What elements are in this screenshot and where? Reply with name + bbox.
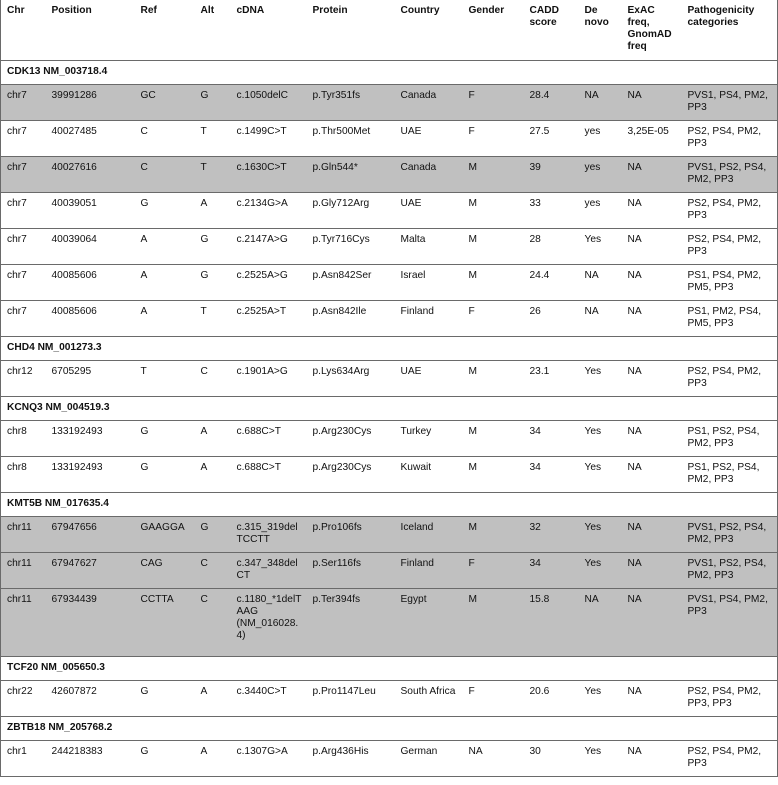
cell-country: Egypt [395,589,463,657]
cell-country: UAE [395,193,463,229]
cell-freq: NA [622,265,682,301]
cell-position: 40039064 [46,229,135,265]
cell-position: 133192493 [46,421,135,457]
table-row [1,553,778,589]
cell-de-novo: Yes [579,421,622,457]
header-alt: Alt [195,0,231,61]
cell-position: 67947627 [46,553,135,589]
header-cadd-score: CADD score [524,0,579,61]
cell-freq: NA [622,553,682,589]
cell-gender: F [463,85,524,121]
header-row [1,0,778,61]
cell-de-novo: NA [579,265,622,301]
gene-name: CDK13 NM_003718.4 [1,61,778,85]
cell-position: 39991286 [46,85,135,121]
table-row [1,229,778,265]
cell-de-novo: Yes [579,229,622,265]
cell-gender: F [463,681,524,717]
cell-gender: M [463,265,524,301]
cell-de-novo: yes [579,121,622,157]
cell-ref: GC [135,85,195,121]
cell-cdna: c.688C>T [231,457,307,493]
cell-pathogenicity: PVS1, PS2, PS4, PM2, PP3 [682,157,778,193]
cell-freq: NA [622,361,682,397]
cell-cdna: c.3440C>T [231,681,307,717]
cell-alt: C [195,553,231,589]
cell-position: 40027485 [46,121,135,157]
table-row [1,517,778,553]
cell-ref: T [135,361,195,397]
cell-cdna: c.2134G>A [231,193,307,229]
cell-de-novo: NA [579,589,622,657]
cell-alt: C [195,361,231,397]
cell-gender: M [463,457,524,493]
cell-pathogenicity: PS1, PM2, PS4, PM5, PP3 [682,301,778,337]
cell-country: UAE [395,121,463,157]
cell-ref: G [135,681,195,717]
cell-freq: NA [622,741,682,777]
cell-gender: M [463,193,524,229]
cell-alt: A [195,457,231,493]
cell-protein: p.Arg230Cys [307,457,395,493]
cell-ref: GAAGGA [135,517,195,553]
gene-section-row [1,397,778,421]
cell-gender: M [463,589,524,657]
cell-position: 244218383 [46,741,135,777]
cell-position: 40085606 [46,301,135,337]
cell-chr: chr11 [1,589,46,657]
cell-cdna: c.1180_*1delTAAG (NM_016028.4) [231,589,307,657]
table-row [1,265,778,301]
gene-name: KCNQ3 NM_004519.3 [1,397,778,421]
header-pathogenicity: Pathogenicity categories [682,0,778,61]
cell-freq: NA [622,193,682,229]
cell-ref: CCTTA [135,589,195,657]
cell-gender: M [463,361,524,397]
cell-alt: T [195,121,231,157]
cell-protein: p.Asn842Ile [307,301,395,337]
cell-de-novo: Yes [579,361,622,397]
cell-protein: p.Ter394fs [307,589,395,657]
cell-cadd-score: 34 [524,457,579,493]
header-position: Position [46,0,135,61]
cell-pathogenicity: PVS1, PS4, PM2, PP3 [682,589,778,657]
table-row [1,157,778,193]
cell-alt: G [195,517,231,553]
cell-ref: G [135,457,195,493]
cell-chr: chr7 [1,157,46,193]
header-gender: Gender [463,0,524,61]
cell-country: Canada [395,85,463,121]
header-cdna: cDNA [231,0,307,61]
cell-chr: chr11 [1,553,46,589]
cell-alt: A [195,193,231,229]
cell-protein: p.Tyr716Cys [307,229,395,265]
cell-pathogenicity: PS2, PS4, PM2, PP3 [682,361,778,397]
cell-pathogenicity: PS1, PS2, PS4, PM2, PP3 [682,421,778,457]
cell-alt: T [195,157,231,193]
cell-ref: G [135,421,195,457]
cell-chr: chr7 [1,301,46,337]
cell-position: 40085606 [46,265,135,301]
cell-cdna: c.315_319delTCCTT [231,517,307,553]
cell-chr: chr8 [1,421,46,457]
cell-cdna: c.1499C>T [231,121,307,157]
cell-cadd-score: 15.8 [524,589,579,657]
cell-alt: A [195,741,231,777]
cell-freq: NA [622,589,682,657]
cell-freq: NA [622,85,682,121]
table-row [1,121,778,157]
cell-cadd-score: 23.1 [524,361,579,397]
cell-cdna: c.347_348delCT [231,553,307,589]
cell-cadd-score: 33 [524,193,579,229]
cell-chr: chr7 [1,229,46,265]
cell-protein: p.Arg230Cys [307,421,395,457]
cell-freq: NA [622,457,682,493]
cell-country: Kuwait [395,457,463,493]
cell-position: 67934439 [46,589,135,657]
cell-country: UAE [395,361,463,397]
cell-alt: G [195,229,231,265]
cell-country: German [395,741,463,777]
gene-name: ZBTB18 NM_205768.2 [1,717,778,741]
cell-alt: A [195,421,231,457]
cell-position: 6705295 [46,361,135,397]
gene-section-row [1,61,778,85]
cell-pathogenicity: PS2, PS4, PM2, PP3 [682,121,778,157]
cell-protein: p.Arg436His [307,741,395,777]
cell-country: Turkey [395,421,463,457]
cell-alt: G [195,85,231,121]
cell-protein: p.Gln544* [307,157,395,193]
cell-cadd-score: 28 [524,229,579,265]
gene-section-row [1,717,778,741]
table-row [1,193,778,229]
cell-freq: NA [622,517,682,553]
cell-protein: p.Tyr351fs [307,85,395,121]
cell-cdna: c.1307G>A [231,741,307,777]
cell-chr: chr8 [1,457,46,493]
table-header [1,0,778,61]
cell-ref: C [135,121,195,157]
table-row [1,421,778,457]
cell-country: Malta [395,229,463,265]
cell-gender: M [463,229,524,265]
cell-pathogenicity: PVS1, PS2, PS4, PM2, PP3 [682,553,778,589]
cell-chr: chr1 [1,741,46,777]
cell-chr: chr11 [1,517,46,553]
cell-ref: C [135,157,195,193]
cell-de-novo: Yes [579,741,622,777]
cell-ref: A [135,265,195,301]
gene-section-row [1,337,778,361]
cell-country: Canada [395,157,463,193]
gene-name: CHD4 NM_001273.3 [1,337,778,361]
cell-cadd-score: 34 [524,553,579,589]
gene-section-row [1,657,778,681]
cell-cadd-score: 24.4 [524,265,579,301]
cell-ref: A [135,301,195,337]
cell-chr: chr7 [1,85,46,121]
cell-ref: G [135,193,195,229]
cell-cdna: c.2525A>G [231,265,307,301]
cell-de-novo: Yes [579,457,622,493]
table-row [1,361,778,397]
cell-chr: chr7 [1,121,46,157]
cell-cdna: c.2147A>G [231,229,307,265]
cell-ref: CAG [135,553,195,589]
cell-chr: chr7 [1,193,46,229]
cell-de-novo: NA [579,301,622,337]
cell-ref: G [135,741,195,777]
cell-protein: p.Gly712Arg [307,193,395,229]
cell-country: Israel [395,265,463,301]
cell-country: Iceland [395,517,463,553]
header-de-novo: De novo [579,0,622,61]
cell-country: Finland [395,553,463,589]
cell-position: 40027616 [46,157,135,193]
cell-cdna: c.2525A>T [231,301,307,337]
cell-cadd-score: 26 [524,301,579,337]
gene-name: KMT5B NM_017635.4 [1,493,778,517]
cell-position: 67947656 [46,517,135,553]
cell-cadd-score: 39 [524,157,579,193]
table-body [1,61,778,777]
cell-gender: M [463,157,524,193]
cell-pathogenicity: PS1, PS2, PS4, PM2, PP3 [682,457,778,493]
header-chr: Chr [1,0,46,61]
cell-alt: A [195,681,231,717]
cell-position: 42607872 [46,681,135,717]
table-row [1,589,778,657]
table-row [1,681,778,717]
cell-alt: G [195,265,231,301]
cell-pathogenicity: PS1, PS4, PM2, PM5, PP3 [682,265,778,301]
cell-cadd-score: 34 [524,421,579,457]
cell-de-novo: yes [579,193,622,229]
cell-gender: F [463,301,524,337]
cell-protein: p.Pro1147Leu [307,681,395,717]
cell-protein: p.Lys634Arg [307,361,395,397]
cell-pathogenicity: PS2, PS4, PM2, PP3 [682,741,778,777]
cell-gender: F [463,121,524,157]
cell-chr: chr12 [1,361,46,397]
cell-cadd-score: 28.4 [524,85,579,121]
gene-section-row [1,493,778,517]
cell-alt: C [195,589,231,657]
header-ref: Ref [135,0,195,61]
cell-pathogenicity: PS2, PS4, PM2, PP3 [682,229,778,265]
cell-cdna: c.1050delC [231,85,307,121]
cell-freq: NA [622,681,682,717]
cell-gender: F [463,553,524,589]
cell-alt: T [195,301,231,337]
header-freq: ExAC freq, GnomAD freq [622,0,682,61]
cell-protein: p.Pro106fs [307,517,395,553]
cell-pathogenicity: PS2, PS4, PM2, PP3 [682,193,778,229]
header-protein: Protein [307,0,395,61]
cell-gender: M [463,517,524,553]
cell-position: 133192493 [46,457,135,493]
cell-cadd-score: 27.5 [524,121,579,157]
table-row [1,741,778,777]
cell-freq: NA [622,421,682,457]
cell-gender: M [463,421,524,457]
cell-de-novo: Yes [579,553,622,589]
cell-cdna: c.1901A>G [231,361,307,397]
header-country: Country [395,0,463,61]
table-row [1,301,778,337]
cell-country: South Africa [395,681,463,717]
cell-freq: NA [622,157,682,193]
cell-position: 40039051 [46,193,135,229]
cell-cadd-score: 20.6 [524,681,579,717]
cell-ref: A [135,229,195,265]
cell-gender: NA [463,741,524,777]
cell-freq: NA [622,301,682,337]
cell-cdna: c.688C>T [231,421,307,457]
cell-cadd-score: 32 [524,517,579,553]
cell-de-novo: yes [579,157,622,193]
cell-freq: NA [622,229,682,265]
cell-pathogenicity: PVS1, PS4, PM2, PP3 [682,85,778,121]
cell-country: Finland [395,301,463,337]
cell-protein: p.Thr500Met [307,121,395,157]
cell-protein: p.Ser116fs [307,553,395,589]
table-row [1,457,778,493]
cell-cadd-score: 30 [524,741,579,777]
cell-de-novo: NA [579,85,622,121]
cell-pathogenicity: PS2, PS4, PM2, PP3, PP3 [682,681,778,717]
cell-de-novo: Yes [579,681,622,717]
cell-protein: p.Asn842Ser [307,265,395,301]
cell-cdna: c.1630C>T [231,157,307,193]
cell-de-novo: Yes [579,517,622,553]
cell-freq: 3,25E-05 [622,121,682,157]
cell-chr: chr7 [1,265,46,301]
cell-pathogenicity: PVS1, PS2, PS4, PM2, PP3 [682,517,778,553]
table-row [1,85,778,121]
gene-name: TCF20 NM_005650.3 [1,657,778,681]
cell-chr: chr22 [1,681,46,717]
